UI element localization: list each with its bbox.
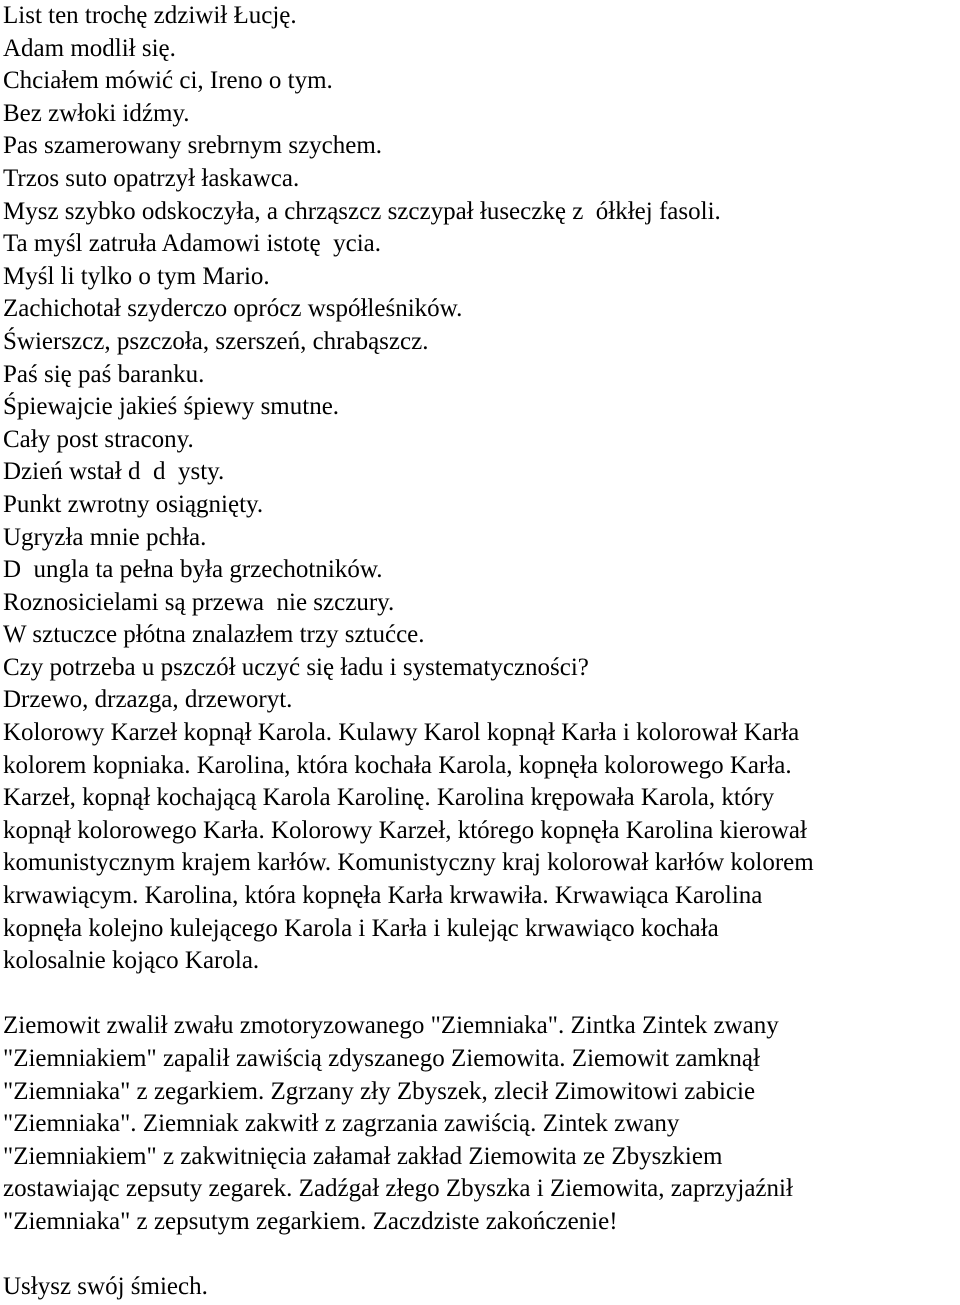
sentence-line: Pas szamerowany srebrnym szychem. xyxy=(3,132,383,160)
sentence-line: List ten trochę zdziwił Łucję. xyxy=(3,2,297,29)
closing-line: Usłysz swój śmiech. xyxy=(3,1273,208,1301)
paragraph-spacer xyxy=(3,1239,958,1272)
sentence-line: Czy potrzeba u pszczół uczyć się ładu i systematyczności? xyxy=(3,653,589,681)
document-page xyxy=(3,0,958,1304)
paragraph-line: "Ziemniaka" z zegarkiem. Zgrzany zły Zbyszek, zlecił Zimowitowi zabicie xyxy=(3,1077,756,1105)
paragraph-spacer xyxy=(3,978,958,1011)
sentence-line: Myśl li tylko o tym Mario. xyxy=(3,262,270,290)
sentence-line: Bez zwłoki idźmy. xyxy=(3,99,190,127)
paragraph-line: kolosalnie kojąco Karola. xyxy=(3,947,260,975)
sentence-line: Adam modlił się. xyxy=(3,34,176,62)
sentence-line: Ta myśl zatruła Adamowi istotę ycia. xyxy=(3,230,382,258)
sentence-line: Dzień wstał d d ysty. xyxy=(3,458,225,486)
paragraph-line: Kolorowy Karzeł kopnął Karola. Kulawy Karol kopnął Karła i kolorował Karła xyxy=(3,719,800,747)
paragraph-line: "Ziemniaka" z zepsutym zegarkiem. Zaczdziste zakończenie! xyxy=(3,1207,618,1235)
paragraph-line: zostawiając zepsuty zegarek. Zadźgał złego Zbyszka i Ziemowita, zaprzyjaźnił xyxy=(3,1175,793,1203)
sentence-line: Ugryzła mnie pchła. xyxy=(3,523,207,551)
sentence-line: Paś się paś baranku. xyxy=(3,360,205,388)
sentence-line: Punkt zwrotny osiągnięty. xyxy=(3,490,264,518)
sentence-line: Roznosicielami są przewa nie szczury. xyxy=(3,588,395,616)
paragraph-line: "Ziemniakiem" zapalił zawiścią zdyszanego Ziemowita. Ziemowit zamknął xyxy=(3,1045,760,1072)
sentence-line: Śpiewajcie jakieś śpiewy smutne. xyxy=(3,393,340,421)
paragraph-line: Karzeł, kopnął kochającą Karola Karolinę. Karolina krępowała Karola, który xyxy=(3,784,775,812)
sentence-line: Cały post stracony. xyxy=(3,425,194,453)
paragraph-line: Ziemowit zwalił zwału zmotoryzowanego "Ziemniaka". Zintka Zintek zwany xyxy=(3,1012,779,1040)
sentence-line: D ungla ta pełna była grzechotników. xyxy=(3,556,383,584)
paragraph-ziemniak xyxy=(3,1010,958,1238)
sentence-line: Chciałem mówić ci, Ireno o tym. xyxy=(3,67,333,95)
sentence-line: Drzewo, drzazga, drzeworyt. xyxy=(3,686,293,714)
sentence-line: W sztuczce płótna znalazłem trzy sztućce. xyxy=(3,621,425,649)
paragraph-line: krwawiącym. Karolina, która kopnęła Karła krwawiła. Krwawiąca Karolina xyxy=(3,882,763,910)
paragraph-line: "Ziemniakiem" z zakwitnięcia załamał zakład Ziemowita ze Zbyszkiem xyxy=(3,1142,723,1170)
paragraph-line: "Ziemniaka". Ziemniak zakwitł z zagrzania zawiścią. Zintek zwany xyxy=(3,1110,680,1138)
paragraph-line: kopnęła kolejno kulejącego Karola i Karła i kulejąc krwawiąco kochała xyxy=(3,914,719,942)
paragraph-line: kopnął kolorowego Karła. Kolorowy Karzeł, którego kopnęła Karolina kierował xyxy=(3,816,807,844)
paragraph-line: komunistycznym krajem karłów. Komunistyczny kraj kolorował karłów kolorem xyxy=(3,849,814,877)
paragraph-line: kolorem kopniaka. Karolina, która kochała Karola, kopnęła kolorowego Karła. xyxy=(3,751,792,779)
paragraph-karzel xyxy=(3,717,958,978)
sentence-line: Świerszcz, pszczoła, szerszeń, chrabąszcz. xyxy=(3,327,429,355)
sentence-list xyxy=(3,0,958,717)
sentence-line: Mysz szybko odskoczyła, a chrząszcz szczypał łuseczkę z ółkłej fasoli. xyxy=(3,197,721,225)
sentence-line: Zachichotał szyderczo oprócz współleśników. xyxy=(3,295,463,323)
sentence-line: Trzos suto opatrzył łaskawca. xyxy=(3,164,300,192)
